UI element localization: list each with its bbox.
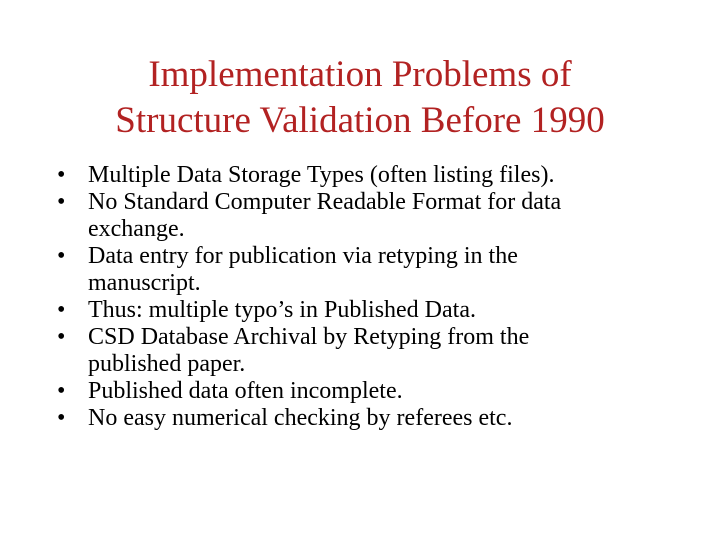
bullet-icon: • [57, 324, 66, 350]
slide-title-line-1: Implementation Problems of [148, 54, 572, 95]
slide-title-line-2: Structure Validation Before 1990 [115, 100, 605, 141]
bullet-item [57, 324, 667, 378]
bullet-item [57, 405, 667, 432]
bullet-text-line: No easy numerical checking by referees etc. [88, 405, 513, 431]
bullet-text-line: Published data often incomplete. [88, 378, 403, 404]
bullet-text-line: CSD Database Archival by Retyping from the [88, 324, 530, 350]
bullet-item [57, 378, 667, 405]
bullet-item [57, 162, 667, 189]
bullet-icon: • [57, 162, 66, 188]
bullet-icon: • [57, 378, 66, 404]
slide-title [60, 52, 660, 144]
bullet-text-line: Multiple Data Storage Types (often listing files). [88, 162, 555, 188]
bullet-text-line: Thus: multiple typo’s in Published Data. [88, 297, 476, 323]
bullet-text-line: No Standard Computer Readable Format for data [88, 189, 562, 215]
bullet-icon: • [57, 297, 66, 323]
bullet-list [57, 162, 667, 432]
bullet-icon: • [57, 405, 66, 431]
bullet-item [57, 297, 667, 324]
bullet-text-line: Data entry for publication via retyping in the [88, 243, 518, 269]
bullet-text-line: manuscript. [88, 270, 201, 296]
bullet-icon: • [57, 189, 66, 215]
bullet-item [57, 189, 667, 243]
bullet-icon: • [57, 243, 66, 269]
bullet-text-line: exchange. [88, 216, 185, 242]
bullet-item [57, 243, 667, 297]
bullet-text-line: published paper. [88, 351, 246, 377]
